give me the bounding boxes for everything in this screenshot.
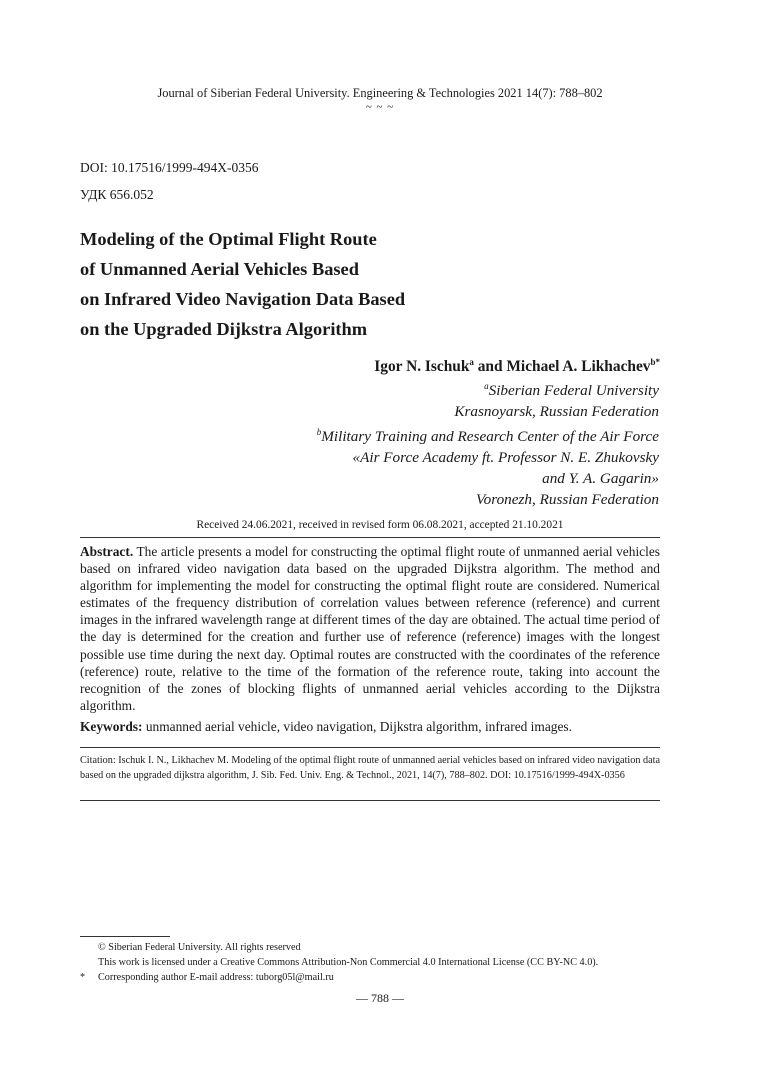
citation: Citation: Ischuk I. N., Likhachev M. Modeling of the optimal flight route of unmanned aerial vehicles based on infrared video navigation data based on the upgraded dijkstra algorithm, J. Sib. Fed. Univ. Eng. & Technol., 2021, 14(7), 788–802. DOI: 10.17516/1999-494X-0356 [80, 755, 660, 781]
footnote-divider [80, 936, 170, 937]
abstract-text: The article presents a model for constructing the optimal flight route of unmanned aerial vehicles based on infrared video navigation data based on the upgraded Dijkstra algorithm. The method and algorithm for implementing the model for constructing the optimal flight route are considered. Numerical estimates of the frequency distribution of correlation values between reference (reference) and current images in the infrared wavelength range at different times of the day are obtained. The actual time period of the day is determined for the creation and further use of reference (reference) images with the longest possible use time during the next day. Optimal routes are constructed with the coordinates of the reference (reference) route, relative to the time of the formation of the reference route, taking into account the recognition of the zones of blocking flights of unmanned aerial vehicles according to the Dijkstra algorithm. [80, 544, 660, 713]
title-line: Modeling of the Optimal Flight Route [80, 229, 377, 249]
affiliation-text: «Air Force Academy ft. Professor N. E. Zhukovsky [352, 449, 659, 467]
affiliation-line [317, 376, 659, 402]
divider [80, 800, 660, 801]
author-connector: and [473, 358, 507, 376]
author-affiliation-mark: a [469, 357, 474, 367]
affiliation-line [317, 402, 659, 423]
corresponding-mark: * [655, 357, 660, 367]
affiliation-mark: b [316, 427, 322, 438]
header-separator: ~ ~ ~ [365, 101, 395, 113]
affiliation-text: Military Training and Research Center of the Air Force [321, 428, 659, 446]
author-affiliation-mark: b [650, 357, 656, 367]
affiliation-text: Krasnoyarsk, Russian Federation [454, 402, 659, 420]
page-number: — 788 — [356, 991, 404, 1005]
keywords [80, 718, 660, 735]
title-line: on the Upgraded Dijkstra Algorithm [80, 319, 368, 339]
udk-code: УДК 656.052 [80, 187, 154, 202]
affiliations [317, 376, 659, 510]
title-line: of Unmanned Aerial Vehicles Based [80, 259, 359, 279]
doi: DOI: 10.17516/1999-494X-0356 [80, 160, 259, 175]
received-dates: Received 24.06.2021, received in revised form 06.08.2021, accepted 21.10.2021 [196, 519, 564, 531]
keywords-text: unmanned aerial vehicle, video navigation, Dijkstra algorithm, infrared images. [142, 719, 572, 734]
license-note: This work is licensed under a Creative Commons Attribution-Non Commercial 4.0 International License (CC BY-NC 4.0). [98, 957, 599, 969]
corresponding-email: Corresponding author E-mail address: tuborg05l@mail.ru [98, 972, 334, 984]
affiliation-line [317, 490, 659, 511]
journal-header: Journal of Siberian Federal University. Engineering & Technologies 2021 14(7): 788–802 [157, 86, 603, 100]
affiliation-text: and Y. A. Gagarin» [542, 469, 659, 487]
title-line: on Infrared Video Navigation Data Based [80, 289, 406, 309]
abstract [80, 543, 660, 714]
article-title [80, 224, 640, 344]
affiliation-line [317, 469, 659, 490]
affiliation-line [317, 422, 659, 448]
affiliation-line [317, 448, 659, 469]
affiliation-text: Voronezh, Russian Federation [476, 490, 659, 508]
divider [80, 747, 660, 748]
affiliation-mark: a [484, 381, 489, 391]
authors [374, 357, 660, 376]
affiliation-text: Siberian Federal University [488, 382, 659, 400]
abstract-label: Abstract. [80, 544, 134, 559]
keywords-label: Keywords: [80, 719, 143, 734]
divider [80, 537, 660, 538]
author-name: Igor N. Ischuk [374, 358, 470, 376]
author-name: Michael A. Likhachev [506, 358, 651, 376]
corresponding-mark: * [80, 972, 86, 984]
footnotes [80, 940, 680, 986]
copyright-note: © Siberian Federal University. All rights reserved [98, 942, 301, 953]
corresponding-note [80, 970, 680, 985]
